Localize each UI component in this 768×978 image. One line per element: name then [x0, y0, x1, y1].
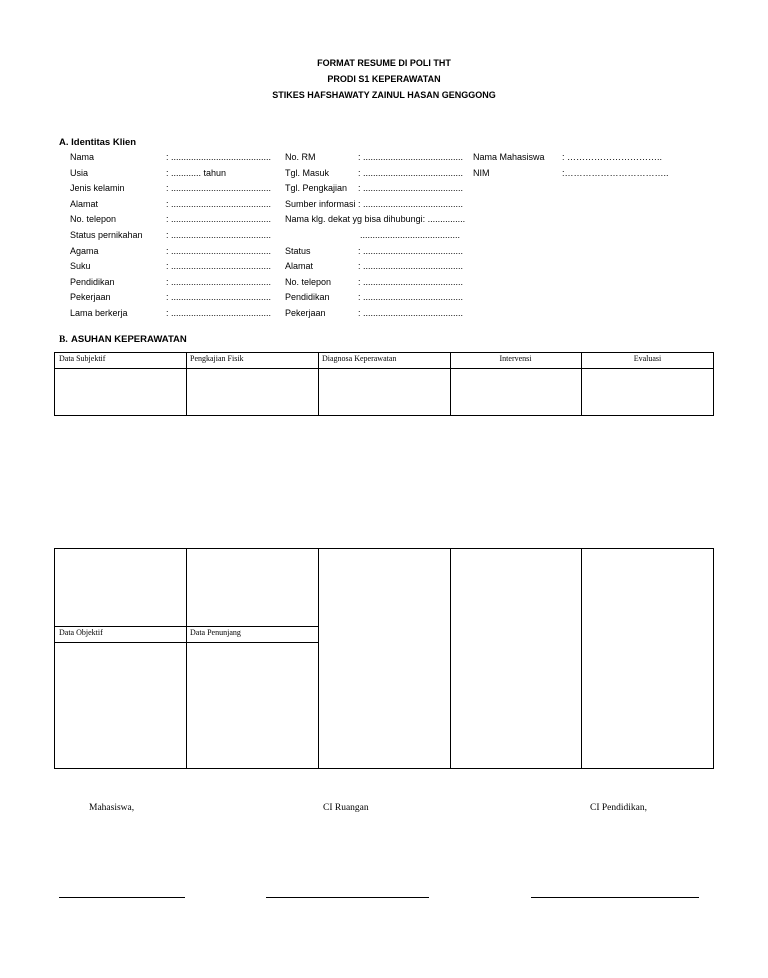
field-value-blank[interactable]: : ........................................	[358, 308, 464, 318]
col-header-data-subjektif: Data Subjektif	[59, 354, 106, 363]
field-value-blank[interactable]: : ........................................	[166, 198, 272, 209]
signature-label-mahasiswa: Mahasiswa,	[89, 803, 135, 813]
field-label: No. telepon	[70, 214, 117, 225]
field-value-blank[interactable]: : ........................................	[358, 152, 464, 162]
field-value-blank[interactable]: : ........................................	[358, 261, 464, 272]
sub-header-data-objektif: Data Objektif	[59, 628, 103, 637]
section-b-prefix: B.	[59, 335, 68, 345]
field-label: Pekerjaan	[285, 308, 326, 318]
table-column-divider	[318, 352, 319, 416]
table-header-divider	[54, 368, 714, 369]
field-value-blank[interactable]: : ........................................	[166, 292, 272, 303]
col-header-pengkajian-fisik: Pengkajian Fisik	[190, 354, 244, 363]
table-subrow-divider	[54, 626, 318, 627]
field-label: Nama klg. dekat yg bisa dihubungi: ...............	[285, 214, 466, 225]
field-value-blank[interactable]: : ........................................	[166, 308, 272, 318]
field-value-blank[interactable]: : ........................................	[358, 167, 464, 178]
field-label: Agama	[70, 245, 99, 256]
field-label: Usia	[70, 167, 89, 178]
section-a-title: A. Identitas Klien	[59, 137, 137, 148]
signature-label-ci-ruangan: CI Ruangan	[323, 803, 369, 813]
doc-subtitle-prodi: PRODI S1 KEPERAWATAN	[327, 74, 441, 84]
field-value-blank[interactable]: ........................................	[360, 230, 461, 240]
field-value-blank[interactable]: : ........................................	[166, 261, 272, 272]
field-label: Pekerjaan	[70, 292, 111, 303]
field-label: No. RM	[285, 152, 316, 162]
field-value-blank[interactable]: : ........................................	[166, 245, 272, 256]
field-value-blank[interactable]: : ........................................	[166, 152, 272, 162]
signature-label-ci-pendidikan: CI Pendidikan,	[590, 803, 647, 813]
field-value-blank[interactable]: : ........................................	[166, 276, 272, 287]
field-value-blank[interactable]: : ........................................	[166, 230, 272, 240]
nursing-care-table-continued	[54, 548, 714, 769]
col-header-evaluasi: Evaluasi	[633, 354, 662, 363]
field-label: Tgl. Pengkajian	[285, 183, 348, 194]
field-value-blank[interactable]: : ........................................	[358, 276, 464, 287]
field-label: Alamat	[285, 261, 314, 272]
field-value-blank[interactable]: : ............ tahun	[166, 167, 227, 178]
field-value-blank[interactable]: : ........................................	[166, 214, 272, 225]
field-label: Suku	[70, 261, 91, 272]
signature-line-ci-pendidikan	[531, 897, 699, 898]
signature-line-ci-ruangan	[266, 897, 429, 898]
field-value-blank[interactable]: : ........................................	[358, 198, 464, 209]
table-column-divider	[318, 548, 319, 769]
section-b-title: ASUHAN KEPERAWATAN	[71, 334, 187, 345]
field-value-blank[interactable]: : ........................................	[166, 183, 272, 194]
field-label: Nama Mahasiswa	[473, 152, 545, 162]
field-label: Alamat	[70, 198, 99, 209]
table-column-divider	[581, 548, 582, 769]
table-column-divider	[186, 548, 187, 769]
field-label: Lama berkerja	[70, 308, 128, 318]
field-label: NIM	[473, 167, 490, 178]
field-value-blank[interactable]: : …………………………..	[562, 152, 663, 162]
sub-header-data-penunjang: Data Penunjang	[190, 628, 241, 637]
field-label: Sumber informasi	[285, 198, 356, 209]
col-header-diagnosa: Diagnosa Keperawatan	[322, 354, 397, 363]
field-value-blank[interactable]: : ........................................	[358, 245, 464, 256]
doc-subtitle-institution: STIKES HAFSHAWATY ZAINUL HASAN GENGGONG	[272, 90, 496, 100]
field-label: Jenis kelamin	[70, 183, 125, 194]
field-value-blank[interactable]: : ........................................	[358, 183, 464, 194]
field-label: Nama	[70, 152, 95, 162]
field-label: Pendidikan	[285, 292, 330, 303]
field-label: Tgl. Masuk	[285, 167, 330, 178]
table-column-divider	[450, 548, 451, 769]
field-label: Status	[285, 245, 311, 256]
field-label: Pendidikan	[70, 276, 115, 287]
doc-title: FORMAT RESUME DI POLI THT	[317, 58, 451, 68]
col-header-intervensi: Intervensi	[499, 354, 532, 363]
signature-line-mahasiswa	[59, 897, 185, 898]
table-subrow-divider	[54, 642, 318, 643]
field-label: No. telepon	[285, 276, 332, 287]
table-column-divider	[186, 352, 187, 416]
field-label: Status pernikahan	[70, 230, 143, 240]
field-value-blank[interactable]: : ........................................	[358, 292, 464, 303]
field-value-blank[interactable]: :……………………………..	[562, 167, 669, 178]
